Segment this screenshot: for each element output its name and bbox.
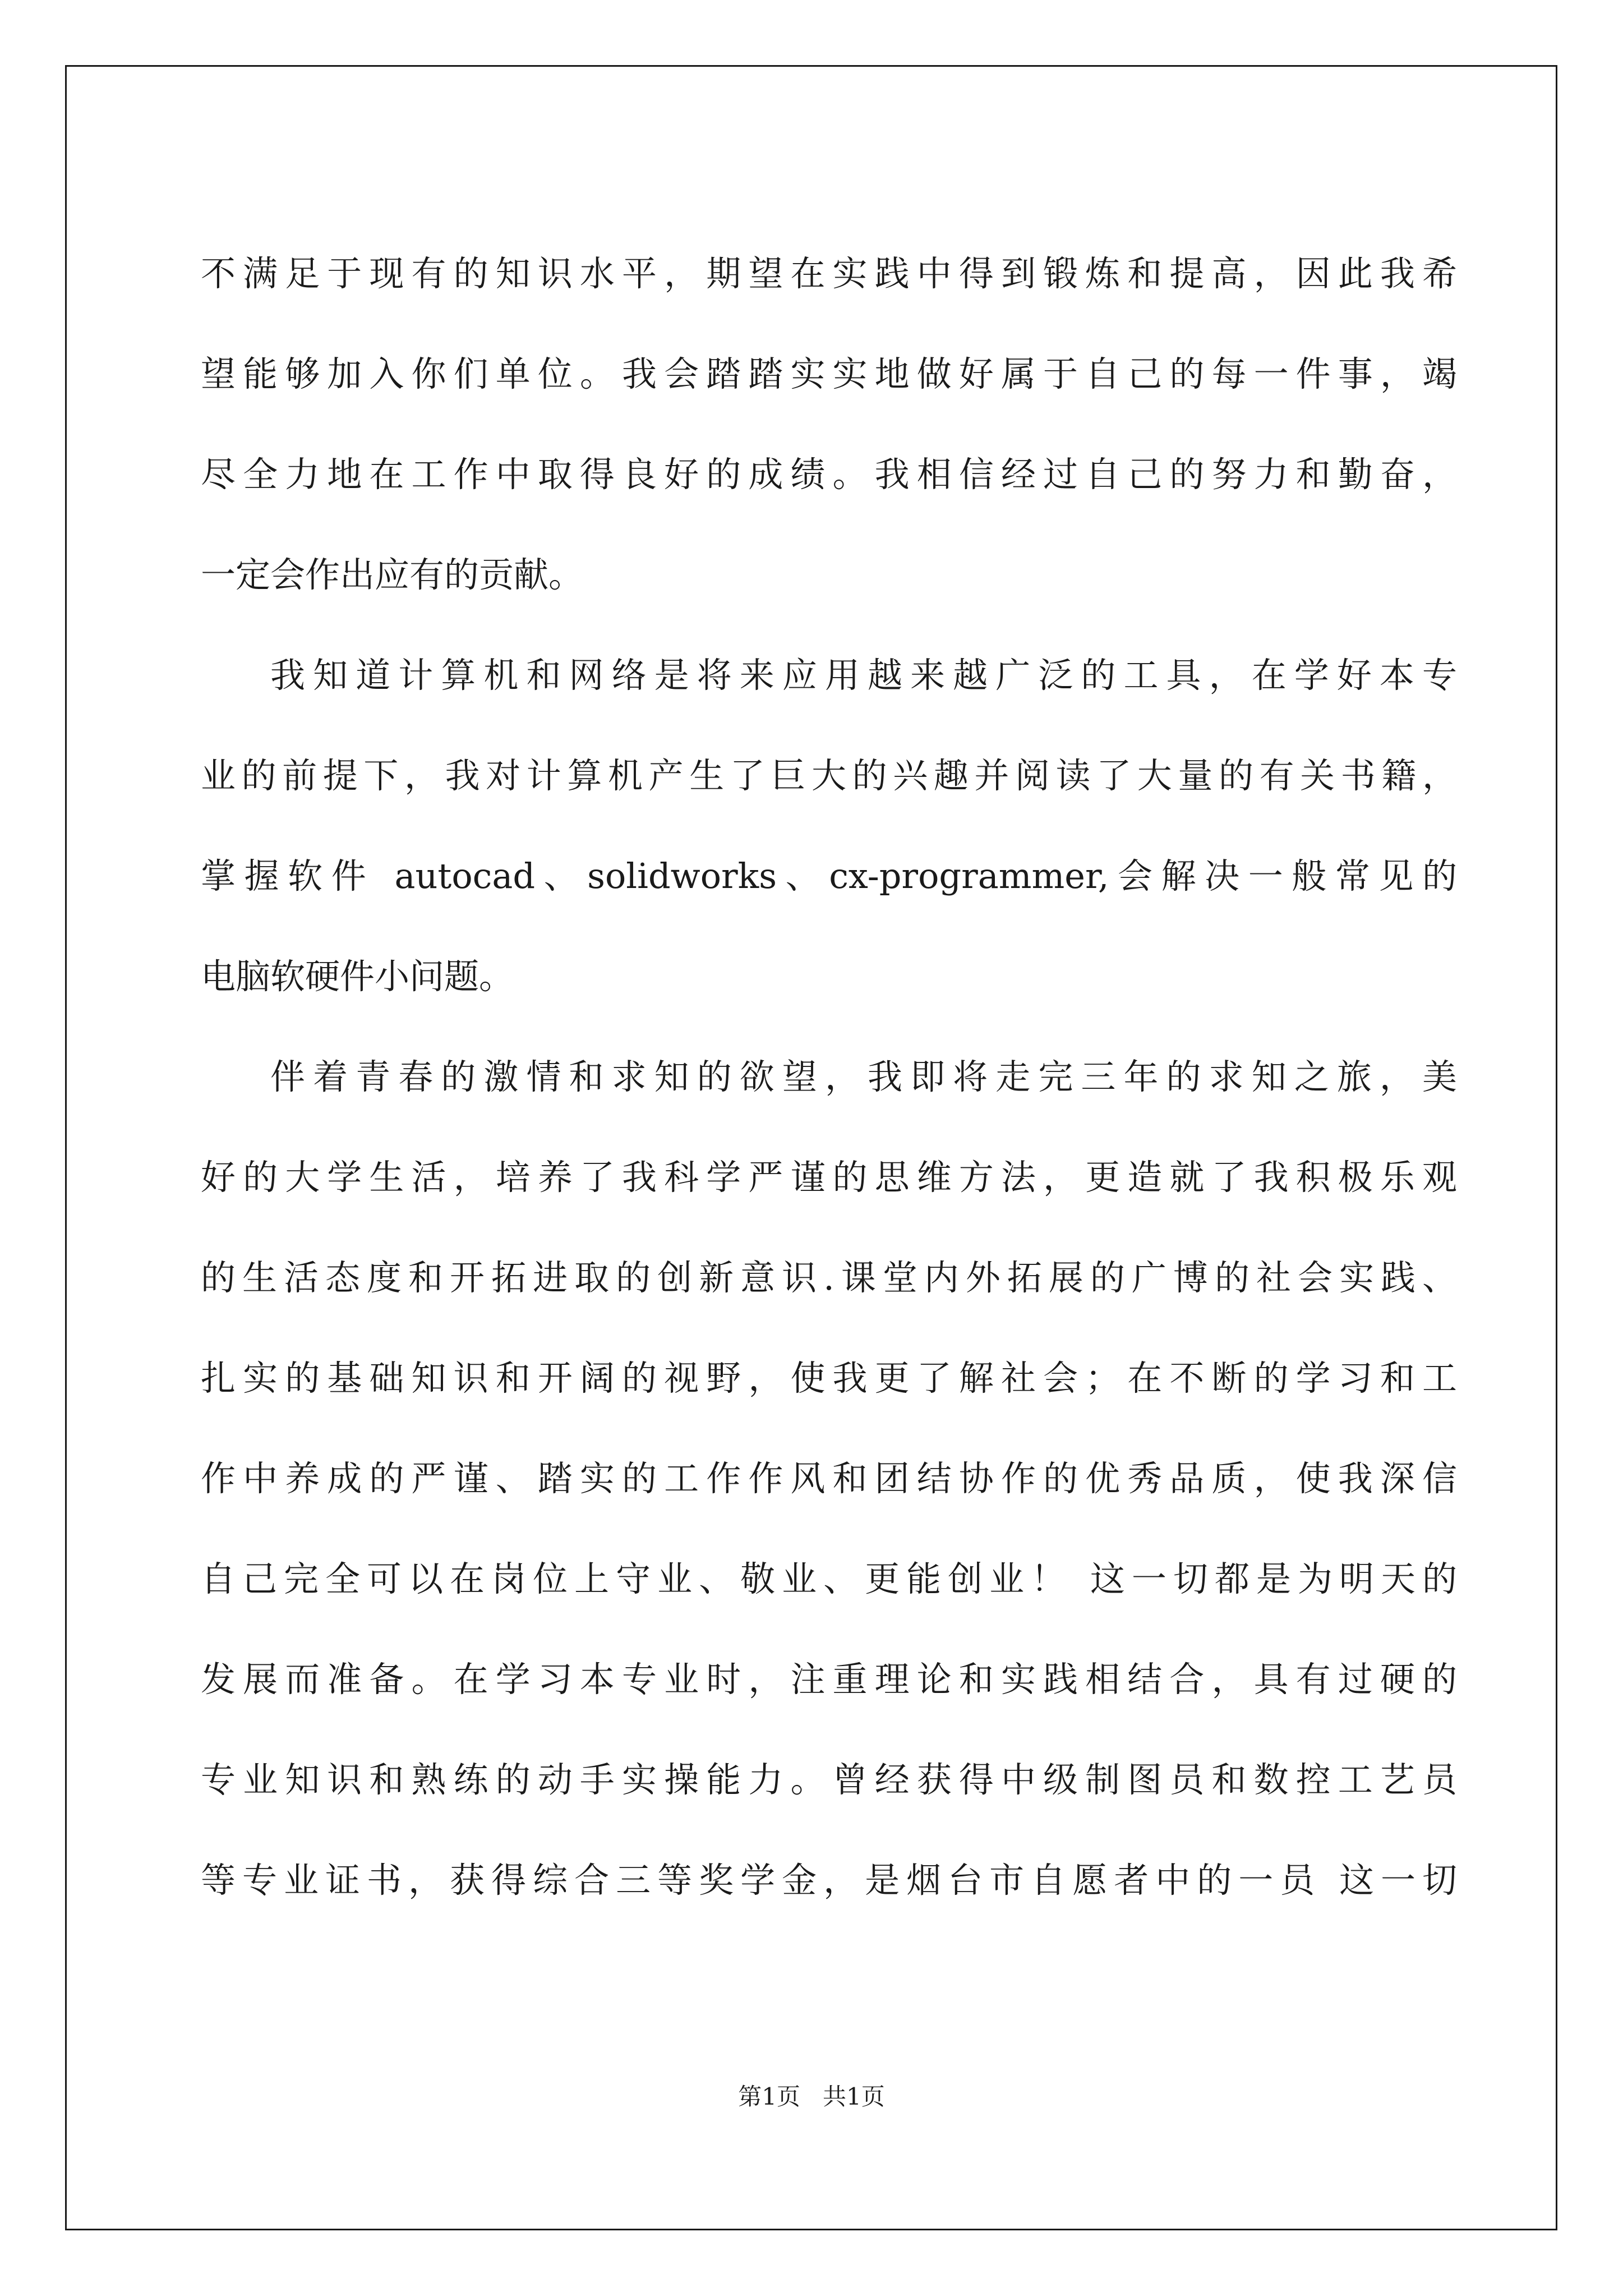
- text-line: 专业知识和熟练的动手实操能力。曾经获得中级制图员和数控工艺员: [201, 1759, 1457, 1800]
- page-number-footer: 第1页 共1页: [738, 2083, 885, 2110]
- text-line: 好的大学生活，培养了我科学严谨的思维方法，更造就了我积极乐观: [201, 1157, 1457, 1198]
- text-line: 尽全力地在工作中取得良好的成绩。我相信经过自己的努力和勤奋，: [201, 454, 1457, 495]
- document-body: [201, 223, 1457, 1930]
- text-line: 电脑软硬件小问题。: [201, 956, 514, 997]
- text-line: 伴着青春的激情和求知的欲望，我即将走完三年的求知之旅，美: [270, 1056, 1457, 1097]
- text-line: 自己完全可以在岗位上守业、敬业、更能创业！ 这一切都是为明天的: [201, 1558, 1457, 1599]
- text-line: 不满足于现有的知识水平，期望在实践中得到锻炼和提高，因此我希: [201, 253, 1457, 294]
- text-line: 望能够加入你们单位。我会踏踏实实地做好属于自己的每一件事，竭: [201, 353, 1457, 394]
- text-line: 发展而准备。在学习本专业时，注重理论和实践相结合，具有过硬的: [201, 1659, 1457, 1700]
- text-line: 掌握软件 autocad、solidworks、cx-programmer,会解决一般常见的: [201, 855, 1457, 896]
- text-line: 作中养成的严谨、踏实的工作作风和团结协作的优秀品质，使我深信: [201, 1458, 1457, 1499]
- text-line: 我知道计算机和网络是将来应用越来越广泛的工具，在学好本专: [270, 655, 1457, 696]
- text-line: 一定会作出应有的贡献。: [201, 554, 584, 595]
- text-line: 业的前提下，我对计算机产生了巨大的兴趣并阅读了大量的有关书籍，: [201, 755, 1457, 796]
- text-line: 等专业证书，获得综合三等奖学金，是烟台市自愿者中的一员 这一切: [201, 1860, 1457, 1901]
- text-line: 扎实的基础知识和开阔的视野，使我更了解社会；在不断的学习和工: [201, 1358, 1457, 1398]
- text-line: 的生活态度和开拓进取的创新意识.课堂内外拓展的广博的社会实践、: [201, 1257, 1457, 1298]
